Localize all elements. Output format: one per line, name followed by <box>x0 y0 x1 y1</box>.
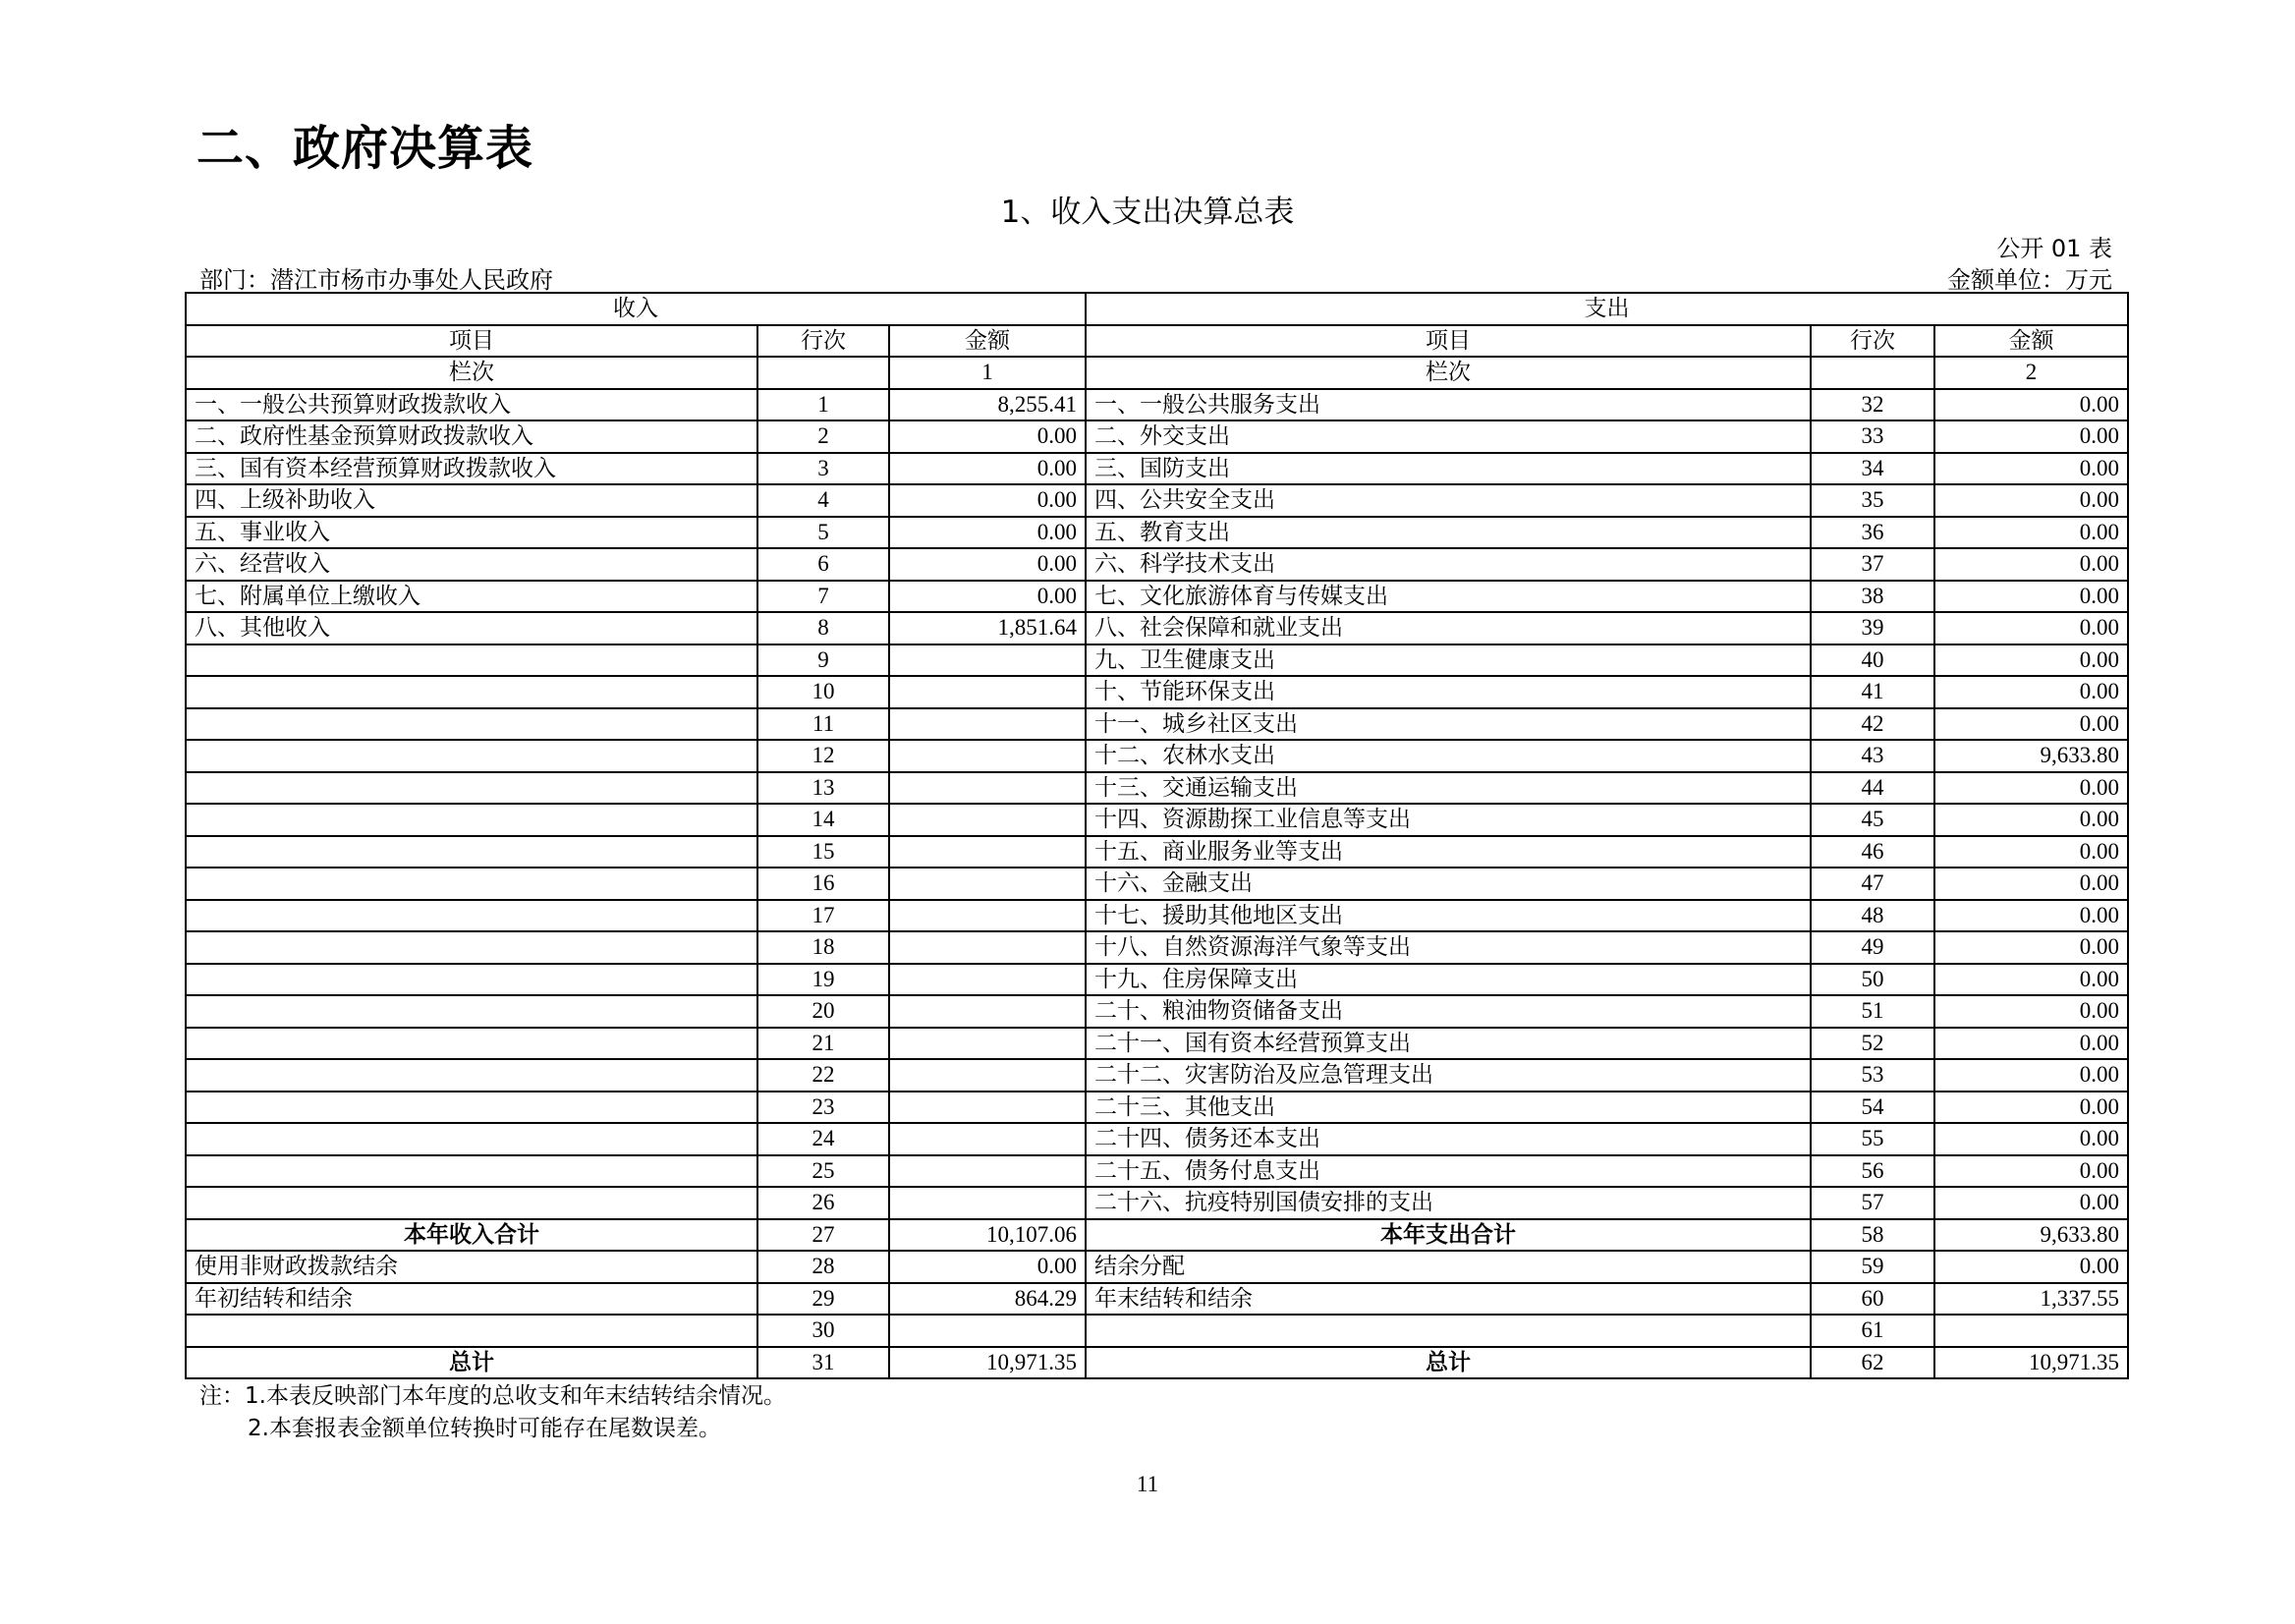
income-item: 七、附属单位上缴收入 <box>186 581 757 613</box>
expense-line-header: 行次 <box>1811 325 1934 358</box>
income-item: 四、上级补助收入 <box>186 484 757 517</box>
income-line-no: 22 <box>757 1059 889 1092</box>
expense-line-no: 62 <box>1811 1347 1934 1379</box>
table-row <box>186 1315 2128 1347</box>
expense-line-no: 53 <box>1811 1059 1934 1092</box>
expense-line-no: 50 <box>1811 964 1934 996</box>
income-amount <box>889 868 1086 900</box>
income-amount: 0.00 <box>889 484 1086 517</box>
expense-line-no: 41 <box>1811 676 1934 708</box>
expense-amount: 0.00 <box>1934 420 2128 453</box>
income-line-no: 28 <box>757 1251 889 1283</box>
expense-item: 七、文化旅游体育与传媒支出 <box>1086 581 1811 613</box>
notes <box>199 1380 786 1445</box>
income-item: 八、其他收入 <box>186 612 757 644</box>
table-row <box>186 644 2128 677</box>
income-line-no: 17 <box>757 900 889 932</box>
income-line-no: 1 <box>757 389 889 421</box>
income-amount <box>889 1028 1086 1060</box>
expense-amount: 0.00 <box>1934 676 2128 708</box>
expense-item <box>1086 1315 1811 1347</box>
income-amount <box>889 772 1086 805</box>
expense-item: 十三、交通运输支出 <box>1086 772 1811 805</box>
table-row <box>186 964 2128 996</box>
table-row <box>186 1155 2128 1188</box>
income-item <box>186 804 757 836</box>
income-item <box>186 1028 757 1060</box>
expense-item: 十四、资源勘探工业信息等支出 <box>1086 804 1811 836</box>
income-amount: 0.00 <box>889 420 1086 453</box>
note-line-1: 注：1.本表反映部门本年度的总收支和年末结转结余情况。 <box>199 1383 786 1409</box>
expense-item: 总计 <box>1086 1347 1811 1379</box>
income-amount: 0.00 <box>889 453 1086 485</box>
expense-item: 二十四、债务还本支出 <box>1086 1123 1811 1155</box>
income-line-no: 5 <box>757 517 889 549</box>
expense-amount: 0.00 <box>1934 1028 2128 1060</box>
table-row <box>186 995 2128 1028</box>
expense-item: 一、一般公共服务支出 <box>1086 389 1811 421</box>
section-title: 二、政府决算表 <box>196 121 534 176</box>
expense-line-no: 49 <box>1811 931 1934 964</box>
income-item: 年初结转和结余 <box>186 1283 757 1316</box>
table-row <box>186 612 2128 644</box>
income-line-no: 31 <box>757 1347 889 1379</box>
expense-line-no: 56 <box>1811 1155 1934 1188</box>
expense-amount: 0.00 <box>1934 931 2128 964</box>
income-line-no: 24 <box>757 1123 889 1155</box>
income-item <box>186 1187 757 1219</box>
expense-line-no: 34 <box>1811 453 1934 485</box>
expense-line-no: 42 <box>1811 708 1934 741</box>
income-line-no: 13 <box>757 772 889 805</box>
expense-amount: 0.00 <box>1934 708 2128 741</box>
expense-amount: 0.00 <box>1934 453 2128 485</box>
expense-amount: 0.00 <box>1934 964 2128 996</box>
income-amount <box>889 676 1086 708</box>
expense-line-no: 46 <box>1811 836 1934 868</box>
income-item: 总计 <box>186 1347 757 1379</box>
income-amount: 0.00 <box>889 517 1086 549</box>
expense-amount: 0.00 <box>1934 517 2128 549</box>
expense-amount: 1,337.55 <box>1934 1283 2128 1316</box>
income-line-no: 20 <box>757 995 889 1028</box>
income-item <box>186 1315 757 1347</box>
expense-item: 二十一、国有资本经营预算支出 <box>1086 1028 1811 1060</box>
table-row <box>186 1251 2128 1283</box>
expense-item: 十五、商业服务业等支出 <box>1086 836 1811 868</box>
expense-line-no: 32 <box>1811 389 1934 421</box>
expense-item: 本年支出合计 <box>1086 1219 1811 1252</box>
expense-line-no: 39 <box>1811 612 1934 644</box>
expense-item: 二十、粮油物资储备支出 <box>1086 995 1811 1028</box>
income-line-no: 16 <box>757 868 889 900</box>
income-item <box>186 964 757 996</box>
income-line-no: 14 <box>757 804 889 836</box>
expense-line-no: 37 <box>1811 548 1934 581</box>
expense-item: 十八、自然资源海洋气象等支出 <box>1086 931 1811 964</box>
expense-line-no: 40 <box>1811 644 1934 677</box>
income-line-no: 11 <box>757 708 889 741</box>
income-item: 五、事业收入 <box>186 517 757 549</box>
table-row <box>186 740 2128 772</box>
expense-amount: 0.00 <box>1934 484 2128 517</box>
expense-item: 九、卫生健康支出 <box>1086 644 1811 677</box>
income-line-no: 2 <box>757 420 889 453</box>
expense-line-no: 58 <box>1811 1219 1934 1252</box>
income-amount <box>889 1155 1086 1188</box>
income-amount <box>889 1059 1086 1092</box>
income-line-no: 30 <box>757 1315 889 1347</box>
expense-line-no: 59 <box>1811 1251 1934 1283</box>
expense-item-header: 项目 <box>1086 325 1811 358</box>
expense-header: 支出 <box>1086 293 2128 325</box>
table-row <box>186 772 2128 805</box>
expense-amount-header: 金额 <box>1934 325 2128 358</box>
table-row <box>186 548 2128 581</box>
expense-column-number: 2 <box>1934 357 2128 389</box>
expense-amount: 0.00 <box>1934 804 2128 836</box>
expense-line-no: 43 <box>1811 740 1934 772</box>
table-row <box>186 484 2128 517</box>
income-line-no: 29 <box>757 1283 889 1316</box>
income-amount <box>889 995 1086 1028</box>
expense-amount: 0.00 <box>1934 995 2128 1028</box>
table-row <box>186 836 2128 868</box>
expense-amount: 0.00 <box>1934 1251 2128 1283</box>
income-amount <box>889 1092 1086 1124</box>
income-line-no: 12 <box>757 740 889 772</box>
expense-item: 八、社会保障和就业支出 <box>1086 612 1811 644</box>
table-title: 1、收入支出决算总表 <box>1000 195 1295 230</box>
income-amount <box>889 644 1086 677</box>
table-row <box>186 581 2128 613</box>
expense-item: 十六、金融支出 <box>1086 868 1811 900</box>
income-amount <box>889 740 1086 772</box>
table-row <box>186 1123 2128 1155</box>
expense-item: 十一、城乡社区支出 <box>1086 708 1811 741</box>
expense-amount: 0.00 <box>1934 644 2128 677</box>
income-item <box>186 931 757 964</box>
income-line-no: 18 <box>757 931 889 964</box>
expense-column-label: 栏次 <box>1086 357 1811 389</box>
table-row <box>186 1283 2128 1316</box>
expense-item: 二十六、抗疫特别国债安排的支出 <box>1086 1187 1811 1219</box>
income-amount <box>889 900 1086 932</box>
expense-amount: 0.00 <box>1934 868 2128 900</box>
income-item <box>186 995 757 1028</box>
expense-item: 十七、援助其他地区支出 <box>1086 900 1811 932</box>
income-item <box>186 836 757 868</box>
income-amount <box>889 836 1086 868</box>
income-amount <box>889 931 1086 964</box>
income-line-no: 3 <box>757 453 889 485</box>
income-item: 六、经营收入 <box>186 548 757 581</box>
income-item <box>186 1092 757 1124</box>
income-line-no: 4 <box>757 484 889 517</box>
expense-line-no: 44 <box>1811 772 1934 805</box>
expense-line-no: 57 <box>1811 1187 1934 1219</box>
income-item <box>186 1123 757 1155</box>
income-line-no: 21 <box>757 1028 889 1060</box>
amount-unit-label: 金额单位：万元 <box>1947 266 2112 294</box>
expense-line-no: 35 <box>1811 484 1934 517</box>
expense-line-no: 36 <box>1811 517 1934 549</box>
income-item: 本年收入合计 <box>186 1219 757 1252</box>
table-row <box>186 868 2128 900</box>
income-amount <box>889 964 1086 996</box>
income-item: 三、国有资本经营预算财政拨款收入 <box>186 453 757 485</box>
expense-line-no: 45 <box>1811 804 1934 836</box>
department-label: 部门：潜江市杨市办事处人民政府 <box>199 266 553 294</box>
expense-line-no: 47 <box>1811 868 1934 900</box>
income-line-no: 19 <box>757 964 889 996</box>
expense-item: 十二、农林水支出 <box>1086 740 1811 772</box>
expense-item: 十九、住房保障支出 <box>1086 964 1811 996</box>
expense-amount: 0.00 <box>1934 1187 2128 1219</box>
table-row <box>186 1187 2128 1219</box>
income-amount: 0.00 <box>889 581 1086 613</box>
expense-column-empty <box>1811 357 1934 389</box>
income-column-number: 1 <box>889 357 1086 389</box>
income-item <box>186 868 757 900</box>
income-amount: 0.00 <box>889 1251 1086 1283</box>
income-line-no: 9 <box>757 644 889 677</box>
table-row <box>186 453 2128 485</box>
income-amount <box>889 1315 1086 1347</box>
income-amount: 10,107.06 <box>889 1219 1086 1252</box>
income-amount <box>889 1187 1086 1219</box>
expense-amount: 0.00 <box>1934 1123 2128 1155</box>
expense-line-no: 61 <box>1811 1315 1934 1347</box>
income-item <box>186 740 757 772</box>
income-line-no: 6 <box>757 548 889 581</box>
income-amount: 10,971.35 <box>889 1347 1086 1379</box>
income-amount: 1,851.64 <box>889 612 1086 644</box>
table-row <box>186 1092 2128 1124</box>
income-item: 使用非财政拨款结余 <box>186 1251 757 1283</box>
expense-item: 十、节能环保支出 <box>1086 676 1811 708</box>
table-row <box>186 1347 2128 1379</box>
expense-amount: 0.00 <box>1934 389 2128 421</box>
expense-amount: 0.00 <box>1934 1155 2128 1188</box>
expense-item: 三、国防支出 <box>1086 453 1811 485</box>
expense-item: 二、外交支出 <box>1086 420 1811 453</box>
expense-line-no: 48 <box>1811 900 1934 932</box>
expense-amount: 0.00 <box>1934 1059 2128 1092</box>
expense-amount <box>1934 1315 2128 1347</box>
page-number: 11 <box>1136 1472 1159 1496</box>
income-amount: 864.29 <box>889 1283 1086 1316</box>
expense-line-no: 55 <box>1811 1123 1934 1155</box>
expense-amount: 9,633.80 <box>1934 1219 2128 1252</box>
table-row <box>186 708 2128 741</box>
expense-item: 六、科学技术支出 <box>1086 548 1811 581</box>
expense-line-no: 60 <box>1811 1283 1934 1316</box>
expense-item: 二十三、其他支出 <box>1086 1092 1811 1124</box>
income-amount <box>889 1123 1086 1155</box>
income-amount <box>889 804 1086 836</box>
income-line-no: 23 <box>757 1092 889 1124</box>
expense-item: 结余分配 <box>1086 1251 1811 1283</box>
income-line-header: 行次 <box>757 325 889 358</box>
income-expense-summary-table <box>185 292 2129 1379</box>
income-item: 一、一般公共预算财政拨款收入 <box>186 389 757 421</box>
expense-line-no: 33 <box>1811 420 1934 453</box>
expense-line-no: 52 <box>1811 1028 1934 1060</box>
income-line-no: 7 <box>757 581 889 613</box>
expense-item: 年末结转和结余 <box>1086 1283 1811 1316</box>
expense-amount: 0.00 <box>1934 1092 2128 1124</box>
table-row <box>186 420 2128 453</box>
income-line-no: 15 <box>757 836 889 868</box>
table-row <box>186 804 2128 836</box>
income-column-empty <box>757 357 889 389</box>
expense-item: 五、教育支出 <box>1086 517 1811 549</box>
expense-amount: 0.00 <box>1934 772 2128 805</box>
income-item <box>186 676 757 708</box>
income-item <box>186 708 757 741</box>
income-item-header: 项目 <box>186 325 757 358</box>
income-amount-header: 金额 <box>889 325 1086 358</box>
income-line-no: 25 <box>757 1155 889 1188</box>
table-row <box>186 1219 2128 1252</box>
table-row <box>186 676 2128 708</box>
expense-amount: 0.00 <box>1934 900 2128 932</box>
table-row <box>186 517 2128 549</box>
income-item <box>186 644 757 677</box>
expense-line-no: 38 <box>1811 581 1934 613</box>
table-row <box>186 931 2128 964</box>
income-amount: 8,255.41 <box>889 389 1086 421</box>
form-number: 公开 01 表 <box>1996 235 2112 262</box>
expense-item: 二十二、灾害防治及应急管理支出 <box>1086 1059 1811 1092</box>
expense-item: 二十五、债务付息支出 <box>1086 1155 1811 1188</box>
income-amount <box>889 708 1086 741</box>
table-row <box>186 900 2128 932</box>
income-amount: 0.00 <box>889 548 1086 581</box>
income-line-no: 27 <box>757 1219 889 1252</box>
expense-item: 四、公共安全支出 <box>1086 484 1811 517</box>
table-row <box>186 389 2128 421</box>
table-row <box>186 1028 2128 1060</box>
income-item <box>186 900 757 932</box>
expense-amount: 0.00 <box>1934 612 2128 644</box>
note-line-2: 2.本套报表金额单位转换时可能存在尾数误差。 <box>248 1416 721 1441</box>
expense-amount: 9,633.80 <box>1934 740 2128 772</box>
income-item <box>186 1155 757 1188</box>
income-item: 二、政府性基金预算财政拨款收入 <box>186 420 757 453</box>
income-column-label: 栏次 <box>186 357 757 389</box>
income-line-no: 10 <box>757 676 889 708</box>
expense-line-no: 51 <box>1811 995 1934 1028</box>
income-item <box>186 1059 757 1092</box>
expense-line-no: 54 <box>1811 1092 1934 1124</box>
income-line-no: 8 <box>757 612 889 644</box>
expense-amount: 0.00 <box>1934 836 2128 868</box>
income-header: 收入 <box>186 293 1086 325</box>
expense-amount: 0.00 <box>1934 548 2128 581</box>
income-line-no: 26 <box>757 1187 889 1219</box>
table-row <box>186 1059 2128 1092</box>
income-item <box>186 772 757 805</box>
expense-amount: 0.00 <box>1934 581 2128 613</box>
expense-amount: 10,971.35 <box>1934 1347 2128 1379</box>
